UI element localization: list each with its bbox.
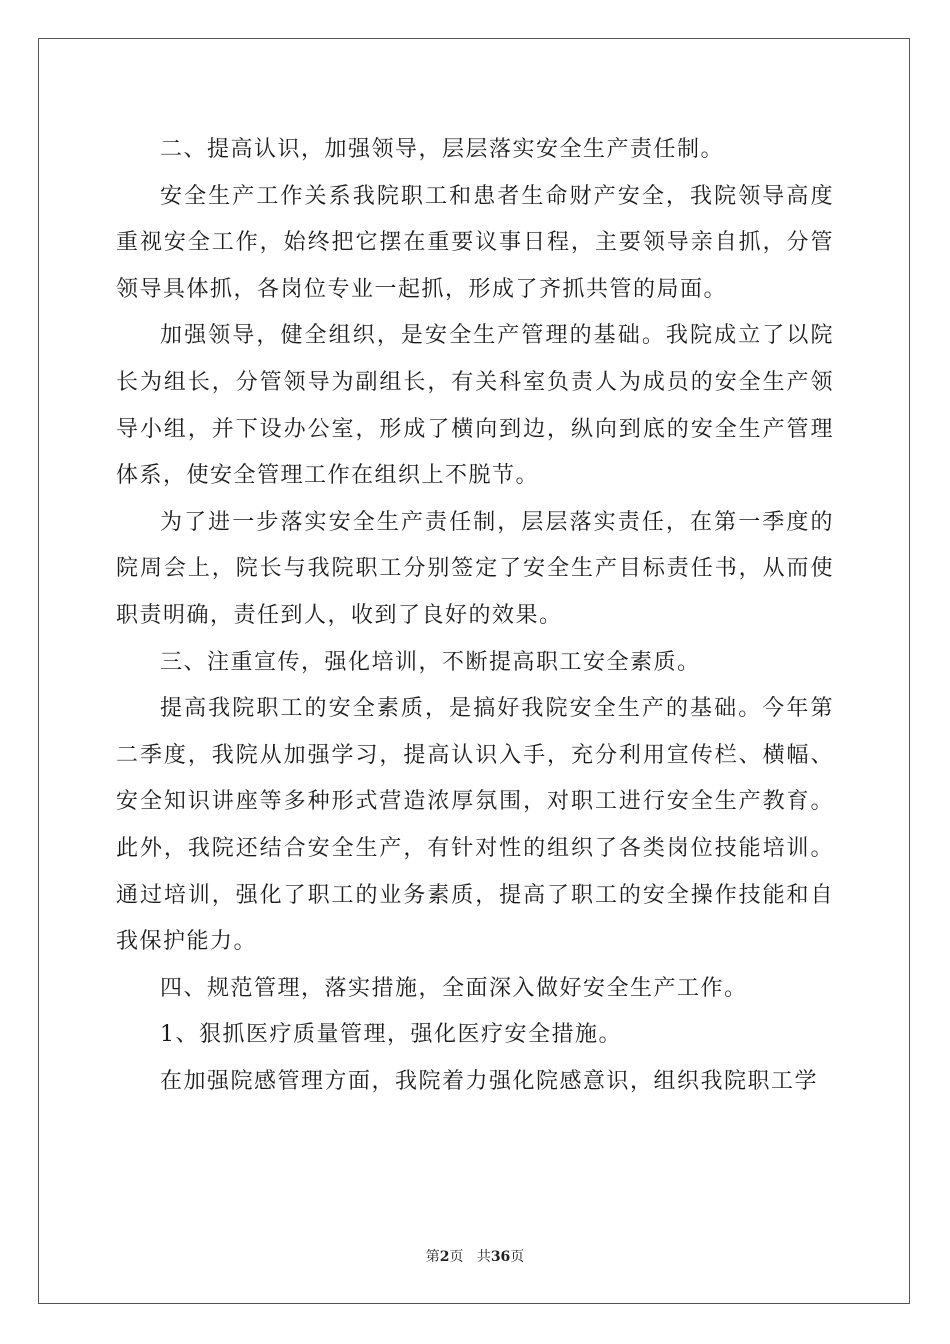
current-page-number: 2 (439, 1249, 450, 1265)
paragraph: 在加强院感管理方面，我院着力强化院感意识，组织我院职工学 (160, 1068, 819, 1094)
footer-prefix: 第 (425, 1249, 440, 1265)
paragraph: 提高我院职工的安全素质，是搞好我院安全生产的基础。今年第二季度，我院从加强学习，提高认识入手，充分利用宣传栏、横幅、安全知识讲座等多种形式营造浓厚氛围，对职工进行安全生产教育。此外，我院还结合安全生产，有针对性的组织了各类岗位技能培训。通过培训，强化了职工的业务素质，提高了职工的安全操作技能和自我保护能力。 (116, 696, 834, 955)
heading-section-4: 四、规范管理，落实措施，全面深入做好安全生产工作。 (160, 975, 748, 1001)
footer-total-suffix: 页 (510, 1249, 525, 1265)
total-pages-number: 36 (490, 1249, 511, 1265)
subheading-item-1: 1、狠抓医疗质量管理，强化医疗安全措施。 (160, 1022, 622, 1048)
footer-total-prefix: 共 (476, 1249, 491, 1265)
page-footer (0, 1246, 950, 1266)
paragraph: 加强领导，健全组织，是安全生产管理的基础。我院成立了以院长为组长，分管领导为副组长，有关科室负责人为成员的安全生产领导小组，并下设办公室，形成了横向到边，纵向到底的安全生产管理体系，使安全管理工作在组织上不脱节。 (116, 323, 834, 489)
paragraph: 为了进一步落实安全生产责任制，层层落实责任，在第一季度的院周会上，院长与我院职工分别签定了安全生产目标责任书，从而使职责明确，责任到人，收到了良好的效果。 (116, 509, 834, 628)
footer-page-word: 页 (449, 1249, 464, 1265)
heading-section-2: 二、提高认识，加强领导，层层落实安全生产责任制。 (160, 137, 725, 162)
document-body (116, 127, 834, 1105)
paragraph: 安全生产工作关系我院职工和患者生命财产安全，我院领导高度重视安全工作，始终把它摆在重要议事日程，主要领导亲自抓，分管领导具体抓，各岗位专业一起抓，形成了齐抓共管的局面。 (116, 183, 834, 302)
heading-section-3: 三、注重宣传，强化培训，不断提高职工安全素质。 (160, 649, 701, 675)
